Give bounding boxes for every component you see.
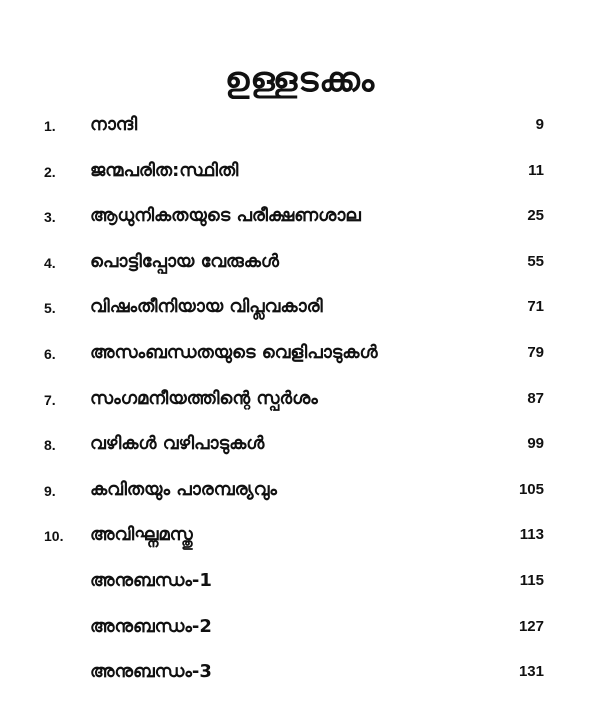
- entry-title: അസംബന്ധതയുടെ വെളിപാടുകൾ: [90, 341, 378, 363]
- entry-page: 131: [518, 663, 544, 681]
- toc-entry: [0, 195, 600, 241]
- toc-entry: [0, 423, 600, 469]
- entry-number: 9.: [44, 482, 56, 499]
- entry-number: 6.: [44, 345, 56, 362]
- toc-entry: [0, 560, 600, 606]
- entry-number: 10.: [44, 528, 64, 545]
- entry-page: 105: [518, 480, 544, 498]
- toc-entry: [0, 469, 600, 515]
- entry-page: 127: [518, 617, 544, 635]
- entry-title: വിഷംതീനിയായ വിപ്ലവകാരി: [90, 296, 323, 318]
- toc-entry: [0, 514, 600, 560]
- entry-number: 7.: [44, 391, 56, 408]
- toc-entry: [0, 286, 600, 332]
- entry-number: 3.: [44, 209, 56, 226]
- entry-title: അനുബന്ധം-2: [90, 615, 212, 637]
- toc-entry: [0, 150, 600, 196]
- entry-page: 79: [527, 343, 544, 361]
- page-title: ഉള്ളടക്കം: [224, 60, 376, 100]
- entry-number: 5.: [44, 300, 56, 317]
- toc-entry: [0, 332, 600, 378]
- entry-page: 25: [527, 207, 544, 225]
- entry-number: 2.: [44, 163, 56, 180]
- entry-page: 11: [528, 161, 544, 179]
- toc-entry: [0, 651, 600, 697]
- entry-page: 9: [535, 116, 544, 133]
- entry-page: 115: [519, 571, 544, 589]
- entry-number: 8.: [44, 437, 56, 454]
- entry-title: അനുബന്ധം-3: [90, 661, 212, 683]
- entry-page: 55: [527, 252, 544, 270]
- entry-title: പൊട്ടിപ്പോയ വേരുകൾ: [90, 250, 279, 272]
- entry-title: അനുബന്ധം-1: [90, 569, 212, 591]
- toc-entry: [0, 104, 600, 150]
- entry-title: നാന്ദി: [90, 114, 138, 135]
- entry-title: ആധുനികതയുടെ പരീക്ഷണശാല: [90, 205, 361, 227]
- entry-title: അവിഘ്നമസ്തു: [90, 524, 193, 546]
- toc-entry: [0, 241, 600, 287]
- toc-entry: [0, 606, 600, 652]
- entry-number: 4.: [44, 254, 56, 271]
- entry-title: കവിതയും പാരമ്പര്യവും: [90, 478, 277, 500]
- entry-page: 71: [527, 298, 544, 316]
- entry-title: സംഗമനീയത്തിന്റെ സ്പർശം: [90, 387, 318, 409]
- entry-title: ജന്മപരിത:സ്ഥിതി: [90, 159, 239, 181]
- entry-title: വഴികൾ വഴിപാടുകൾ: [90, 433, 265, 455]
- entry-page: 87: [527, 389, 544, 407]
- table-of-contents: [0, 104, 600, 697]
- entry-number: 1.: [44, 118, 56, 134]
- toc-entry: [0, 378, 600, 424]
- entry-page: 113: [519, 526, 544, 544]
- entry-page: 99: [527, 435, 544, 453]
